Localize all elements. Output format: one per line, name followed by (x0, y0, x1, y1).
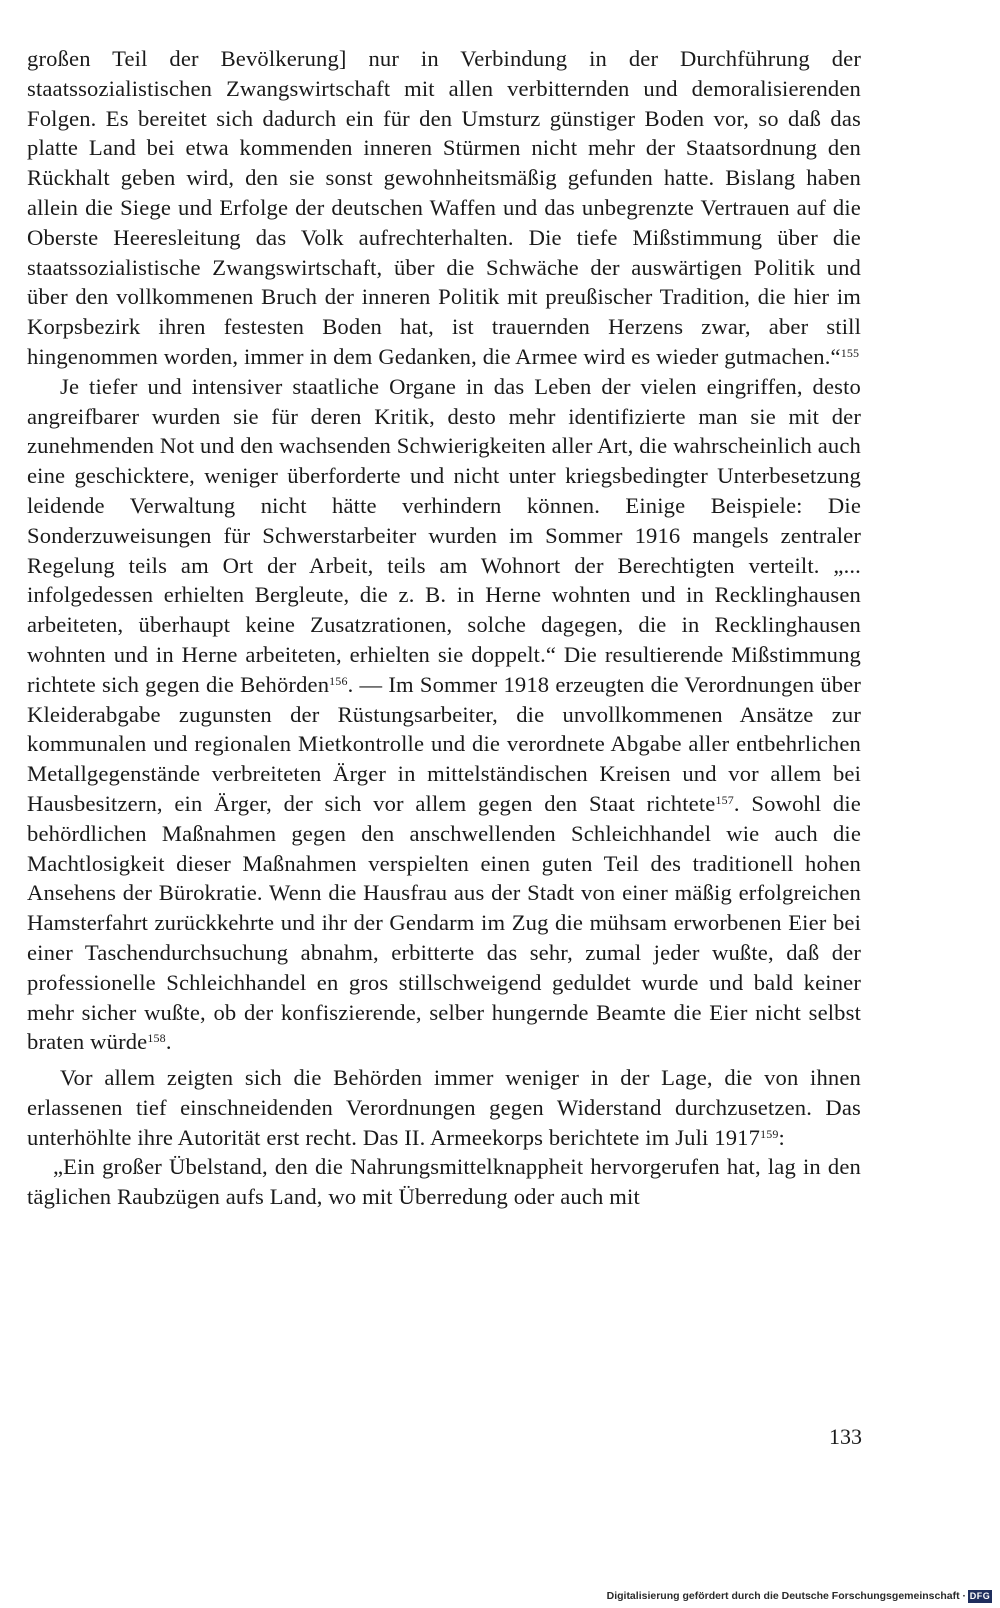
paragraph-4-quote (27, 1152, 861, 1212)
paragraph-3-text-a: Vor allem zeigten sich die Behörden immer weniger in der Lage, die von ihnen erlassenen tief einschneidenden Verordnungen gegen Widerstand durchzusetzen. Das unterhöhlte ihre Autorität erst recht. Das II. Armeekorps berichtete im Juli 1917 (27, 1065, 861, 1150)
paragraph-1 (27, 44, 861, 372)
paragraph-2-text-c: . Sowohl die behördlichen Maßnahmen gegen den anschwellenden Schleichhandel wie auch die Machtlosigkeit dieser Maßnahmen verspielten einen guten Teil des traditionell hohen Ansehens der Bürokratie. Wenn die Hausfrau aus der Stadt von einer mäßig erfolgreichen Hamsterfahrt zurückkehrte und ihr der Gendarm im Zug die mühsam erworbenen Eier bei einer Taschendurchsuchung abnahm, erbitterte das sehr, zumal jeder wußte, daß der professionelle Schleichhandel en gros stillschweigend geduldet wurde und bald keiner mehr sicher wußte, ob der konfiszierende, selber hungernde Beamte die Eier nicht selbst braten würde (27, 790, 861, 1055)
paragraph-2 (27, 372, 861, 1057)
paragraph-3-text-b: : (778, 1124, 785, 1150)
page-number: 133 (829, 1424, 862, 1449)
paragraph-1-text: großen Teil der Bevölkerung] nur in Verbindung in der Durchführung der staatssozialistischen Zwangswirtschaft mit allen verbitternden und demoralisierenden Folgen. Es bereitet sich dadurch ein für den Umsturz günstiger Boden vor, so daß das platte Land bei etwa kommenden inneren Stürmen nicht mehr der Staatsordnung den Rückhalt geben wird, den sie sonst gewohnheitsmäßig gefunden hatte. Bislang haben allein die Siege und Erfolge der deutschen Waffen und das unbegrenzte Vertrauen auf die Oberste Heeresleitung das Volk aufrechterhalten. Die tiefe Mißstimmung über die staatssozialistische Zwangswirtschaft, über die Schwäche der auswärtigen Politik und über den vollkommenen Bruch der inneren Politik mit preußischer Tradition, die hier im Korpsbezirk ihren festesten Boden hat, ist trauernden Herzens zwar, aber still hingenommen worden, immer in dem Gedanken, die Armee wird es wieder gutmachen.“ (27, 46, 861, 369)
footnote-ref-156[interactable]: 156 (329, 673, 348, 688)
digitization-credit: Digitalisierung gefördert durch die Deutsche Forschungsgemeinschaft · (606, 1590, 966, 1602)
footnote-ref-155[interactable]: 155 (840, 345, 860, 360)
footnote-ref-158[interactable]: 158 (147, 1031, 166, 1046)
paragraph-3 (27, 1063, 861, 1152)
page-body (27, 44, 861, 1212)
paragraph-2-text-a: Je tiefer und intensiver staatliche Organe in das Leben der vielen eingriffen, desto angreifbarer wurden sie für deren Kritik, desto mehr identifizierte man sie mit der zunehmenden Not und den wachsenden Schwierigkeiten aller Art, die wahrscheinlich auch eine geschicktere, weniger überforderte und nicht unter kriegsbedingter Unterbesetzung leidende Verwaltung nicht hätte verhindern können. Einige Beispiele: Die Sonderzuweisungen für Schwerstarbeiter wurden im Sommer 1916 mangels zentraler Regelung teils am Ort der Arbeit, teils am Wohnort der Berechtigten verteilt. „... infolgedessen erhielten Bergleute, die z. B. in Herne wohnten und in Recklinghausen arbeiteten, überhaupt keine Zusatzrationen, solche dagegen, die in Recklinghausen wohnten und in Herne arbeiteten, erhielten sie doppelt.“ Die resultierende Mißstimmung richtete sich gegen die Behörden (27, 373, 862, 697)
paragraph-2-text-d: . (165, 1029, 172, 1055)
footnote-ref-159[interactable]: 159 (760, 1126, 779, 1141)
paragraph-2-text-b: . — Im Sommer 1918 erzeugten die Verordnungen über Kleiderabgabe zugunsten der Rüstungsarbeiter, die unvollkommenen Ansätze zur kommunalen und regionalen Mietkontrolle und die verordnete Abgabe aller entbehrlichen Metallgegenstände verbreiteten Ärger in mittelständischen Kreisen und vor allem bei Hausbesitzern, ein Ärger, der sich vor allem gegen den Staat richtete (27, 671, 861, 816)
dfg-logo: DFG (969, 1591, 991, 1601)
paragraph-4-text: „Ein großer Übelstand, den die Nahrungsmittelknappheit hervorgerufen hat, lag in den täglichen Raubzügen aufs Land, wo mit Überredung oder auch mit (27, 1154, 861, 1210)
footnote-ref-157[interactable]: 157 (715, 792, 734, 807)
